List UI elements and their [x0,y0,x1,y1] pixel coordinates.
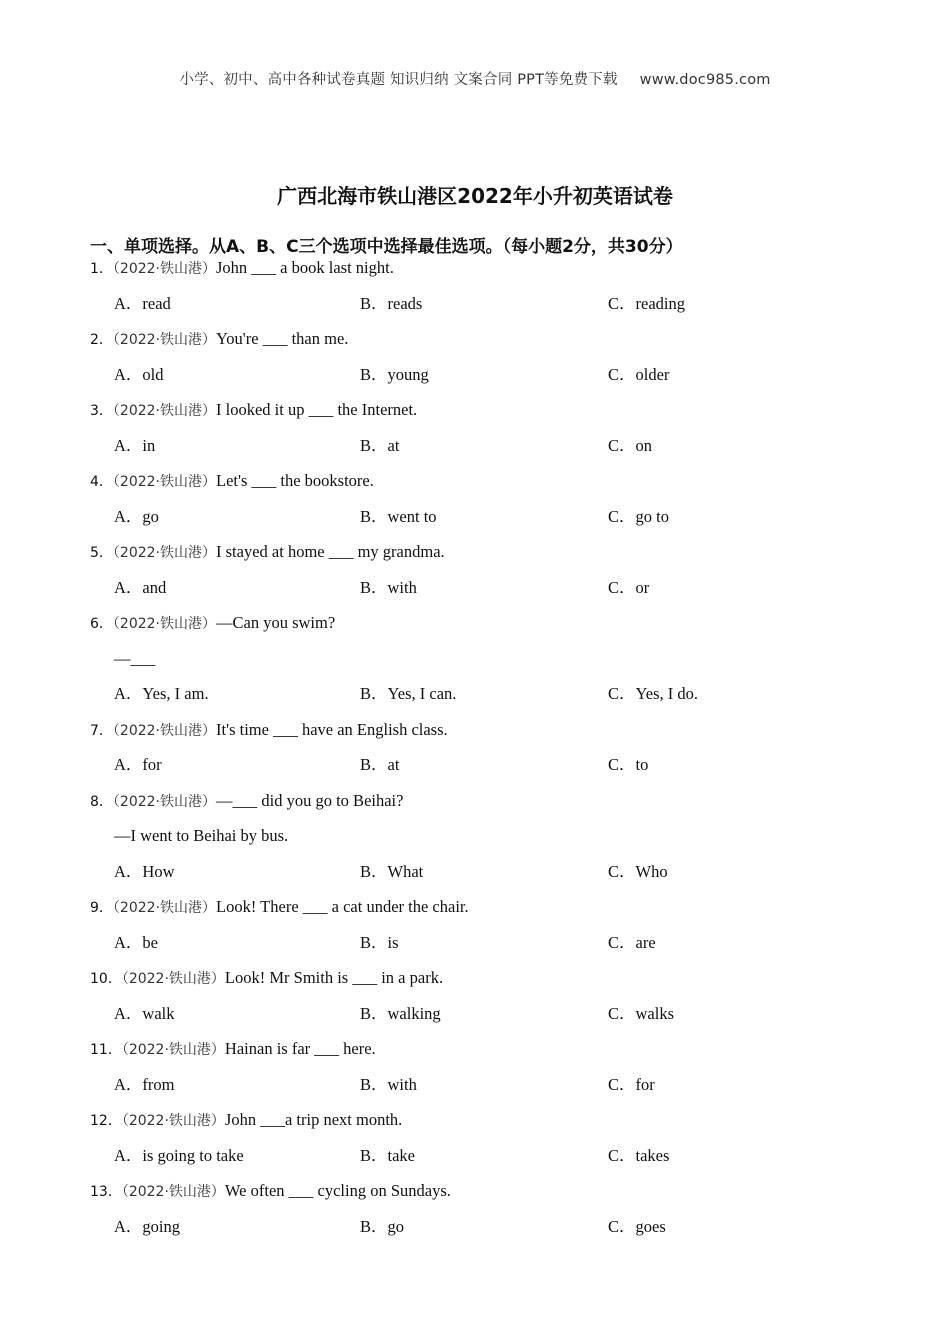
question-stem [90,1180,451,1203]
answer-option-b[interactable]: B．at [360,435,400,455]
answer-option-a[interactable]: A．old [114,364,164,384]
answer-option-c[interactable]: C．are [608,932,656,952]
answer-option-b[interactable]: B．with [360,577,417,597]
question-text: Look! Mr Smith is ___ in a park. [224,968,444,987]
question-source: （2022·铁山港） [112,261,217,277]
question-source: （2022·铁山港） [121,1042,225,1058]
question-dialogue-line: —I went to Beihai by bus. [114,826,289,845]
question-stem [90,257,394,280]
exam-title: 广西北海市铁山港区2022年小升初英语试卷 [277,184,673,208]
answer-option-c[interactable]: C．reading [608,293,685,313]
question-stem [90,612,335,635]
question-source: （2022·铁山港） [121,1113,225,1129]
question-number: 8． [90,793,113,810]
answer-option-b[interactable]: B．at [360,755,400,774]
answer-option-c[interactable]: C．older [608,364,670,384]
page-header [0,68,950,89]
answer-option-a[interactable]: A．is going to take [114,1145,244,1165]
answer-option-b[interactable]: B．go [360,1216,405,1236]
question-stem [90,967,443,990]
question-source: （2022·铁山港） [112,900,217,916]
answer-option-a[interactable]: A．be [114,932,158,952]
question-source: （2022·铁山港） [112,403,217,419]
question-number: 10． [90,971,122,987]
answer-option-b[interactable]: B．young [360,364,429,384]
question-text: We often ___ cycling on Sundays. [224,1181,451,1200]
question-text: Look! There ___ a cat under the chair. [216,897,469,916]
answer-option-a[interactable]: A．for [114,755,162,774]
question-text: You're ___ than me. [216,329,349,348]
answer-option-c[interactable]: C．for [608,1074,655,1094]
answer-option-b[interactable]: B．is [360,932,399,952]
question-stem [90,896,469,919]
question-text: Let's ___ the bookstore. [216,471,374,490]
question-source: （2022·铁山港） [112,474,217,490]
question-number: 5． [90,545,113,561]
question-number: 6． [90,616,113,632]
answer-option-b[interactable]: B．went to [360,506,437,526]
answer-option-a[interactable]: A．read [114,293,171,313]
answer-option-a[interactable]: A．going [114,1216,180,1236]
question-number: 11． [90,1042,122,1058]
question-text: John ___ a book last night. [216,258,394,277]
question-number: 7． [90,722,113,739]
answer-option-c[interactable]: C．on [608,435,653,455]
question-number: 4． [90,474,113,490]
answer-option-a[interactable]: A．in [114,435,156,455]
question-stem [90,328,348,351]
answer-option-b[interactable]: B．with [360,1074,417,1094]
question-source: （2022·铁山港） [112,332,217,348]
question-number: 1． [90,261,113,277]
answer-option-b[interactable]: B．What [360,861,424,881]
question-stem [90,1038,376,1061]
answer-option-b[interactable]: B．walking [360,1003,441,1023]
answer-option-c[interactable]: C．walks [608,1003,674,1023]
question-source: （2022·铁山港） [112,722,217,739]
answer-option-b[interactable]: B．take [360,1145,415,1165]
answer-option-c[interactable]: C．or [608,577,650,597]
question-stem [90,790,403,813]
question-source: （2022·铁山港） [112,616,217,632]
question-number: 12． [90,1113,122,1129]
question-text: —___ did you go to Beihai? [216,790,404,810]
header-site-link[interactable]: www.doc985.com [639,72,771,88]
answer-option-a[interactable]: A．Yes, I am. [114,684,209,703]
answer-option-b[interactable]: B．reads [360,293,423,313]
answer-option-c[interactable]: C．go to [608,506,669,526]
question-number: 2． [90,332,113,348]
question-text: It's time ___ have an English class. [216,719,448,739]
question-dialogue-line: —___ [114,648,156,668]
question-stem [90,470,374,493]
question-stem [90,399,417,422]
answer-option-a[interactable]: A．from [114,1074,175,1094]
question-source: （2022·铁山港） [121,971,225,987]
answer-option-c[interactable]: C．to [608,755,649,774]
answer-option-a[interactable]: A．walk [114,1003,175,1023]
question-text: —Can you swim? [216,613,336,632]
question-source: （2022·铁山港） [121,1184,225,1200]
question-number: 3． [90,403,113,419]
question-number: 9． [90,900,113,916]
section-heading: 一、单项选择。从A、B、C三个选项中选择最佳选项。（每小题2分，共30分） [90,237,683,257]
answer-option-c[interactable]: C．goes [608,1216,666,1236]
answer-option-a[interactable]: A．and [114,577,167,597]
question-text: Hainan is far ___ here. [224,1039,376,1058]
question-stem [90,1109,402,1132]
question-stem [90,719,448,742]
question-number: 13． [90,1184,122,1200]
answer-option-c[interactable]: C．Who [608,861,668,881]
header-tagline: 小学、初中、高中各种试卷真题 知识归纳 文案合同 PPT等免费下载 [179,72,618,88]
question-source: （2022·铁山港） [112,545,217,561]
answer-option-c[interactable]: C．Yes, I do. [608,684,699,703]
answer-option-a[interactable]: A．How [114,861,175,881]
question-text: I looked it up ___ the Internet. [216,400,418,419]
question-stem [90,541,445,564]
question-text: John ___a trip next month. [224,1110,403,1129]
question-text: I stayed at home ___ my grandma. [216,542,445,561]
answer-option-b[interactable]: B．Yes, I can. [360,684,457,703]
answer-option-c[interactable]: C．takes [608,1145,670,1165]
question-source: （2022·铁山港） [112,793,217,810]
answer-option-a[interactable]: A．go [114,506,159,526]
